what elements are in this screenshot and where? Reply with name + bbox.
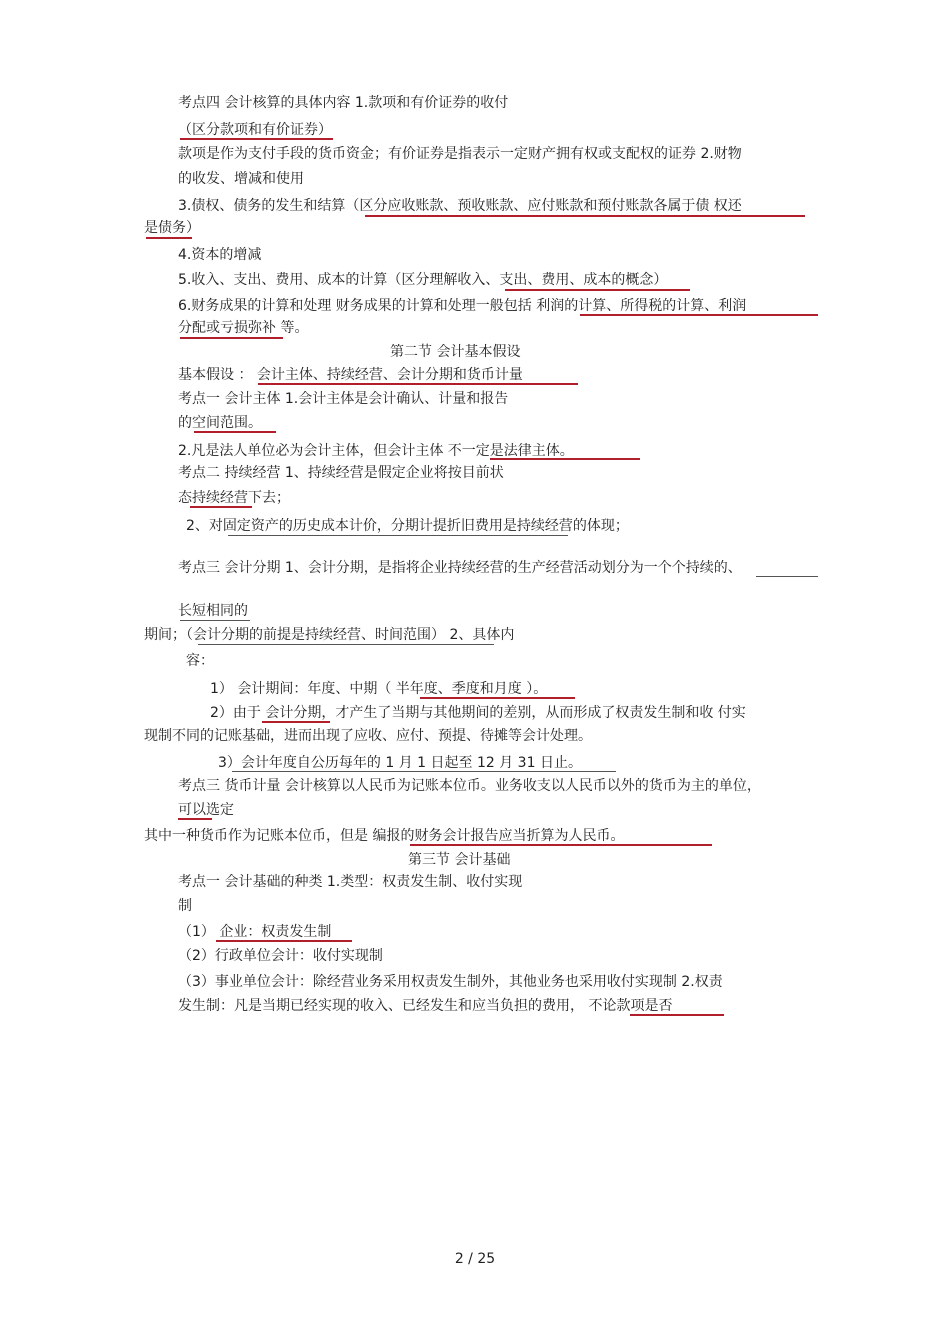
text-line: 考点四 会计核算的具体内容 1.款项和有价证券的收付	[178, 95, 509, 111]
annotation-underline	[262, 721, 330, 723]
text-line: 4.资本的增减	[178, 247, 262, 263]
text-line: 发生制：凡是当期已经实现的收入、已经发生和应当负担的费用， 不论款项是否	[178, 998, 673, 1014]
section-heading: 第三节 会计基础	[408, 852, 511, 868]
text-line: 3）会计年度自公历每年的 1 月 1 日起至 12 月 31 日止。	[218, 755, 582, 771]
text-line: 可以选定	[178, 802, 234, 818]
text-line: 2）由于 会计分期，才产生了当期与其他期间的差别，从而形成了权责发生制和收 付实	[210, 705, 746, 721]
annotation-underline	[505, 289, 690, 291]
annotation-underline	[180, 337, 283, 339]
annotation-underline	[194, 431, 276, 433]
page-number: 2 / 25	[454, 1251, 496, 1267]
annotation-underline	[180, 138, 333, 140]
text-line: 3.债权、债务的发生和结算（区分应收账款、预收账款、应付账款和预付账款各属于债 权还	[178, 198, 742, 214]
text-line: 考点三 会计分期 1、会计分期，是指将企业持续经营的生产经营活动划分为一个个持续的、	[178, 560, 742, 576]
text-line: 2、对固定资产的历史成本计价，分期计提折旧费用是持续经营的体现；	[186, 518, 629, 534]
text-line: 的收发、增减和使用	[178, 171, 304, 187]
annotation-underline	[365, 215, 805, 217]
text-line: （3）事业单位会计：除经营业务采用权责发生制外，其他业务也采用收付实现制 2.权责	[178, 974, 723, 990]
annotation-underline	[146, 237, 192, 239]
text-line: 5.收入、支出、费用、成本的计算（区分理解收入、支出、费用、成本的概念）	[178, 272, 668, 288]
text-line: （2）行政单位会计：收付实现制	[178, 948, 383, 964]
text-line: 其中一种货币作为记账本位币，但是 编报的财务会计报告应当折算为人民币。	[144, 828, 625, 844]
annotation-underline	[630, 1014, 724, 1016]
text-line: 2.凡是法人单位必为会计主体，但会计主体 不一定是法律主体。	[178, 443, 574, 459]
annotation-underline	[756, 576, 818, 577]
text-line: 基本假设 ： 会计主体、持续经营、会计分期和货币计量	[178, 367, 523, 383]
text-line: 容：	[186, 653, 214, 669]
annotation-underline	[420, 697, 575, 699]
text-line: 分配或亏损弥补 等。	[178, 320, 309, 336]
text-line: 考点二 持续经营 1、持续经营是假定企业将按目前状	[178, 465, 504, 481]
annotation-underline	[490, 458, 640, 460]
annotation-underline	[580, 314, 818, 316]
annotation-underline	[410, 844, 712, 846]
text-line: 现制不同的记账基础，进而出现了应收、应付、预提、待摊等会计处理。	[144, 728, 592, 744]
section-heading: 第二节 会计基本假设	[390, 344, 521, 360]
annotation-underline	[198, 644, 494, 645]
annotation-underline	[178, 818, 212, 820]
text-line: 6.财务成果的计算和处理 财务成果的计算和处理一般包括 利润的计算、所得税的计算、利润	[178, 298, 747, 314]
annotation-underline	[190, 506, 252, 508]
annotation-underline	[258, 383, 578, 385]
text-line: 1） 会计期间：年度、中期（ 半年度、季度和月度 ）。	[210, 681, 548, 697]
text-line: 考点三 货币计量 会计核算以人民币为记账本位币。业务收支以人民币以外的货币为主的单位，	[178, 778, 761, 794]
text-line: 的空间范围。	[178, 415, 262, 431]
text-line: 考点一 会计基础的种类 1.类型：权责发生制、收付实现	[178, 874, 523, 890]
text-line: 是债务）	[144, 220, 200, 236]
text-line: 期间；（会计分期的前提是持续经营、时间范围） 2、具体内	[144, 627, 515, 643]
text-line: 款项是作为支付手段的货币资金；有价证券是指表示一定财产拥有权或支配权的证券 2.财物	[178, 146, 742, 162]
text-line: 态持续经营下去；	[178, 490, 290, 506]
text-line: （1） 企业：权责发生制	[178, 924, 332, 940]
text-line: 长短相同的	[178, 603, 248, 619]
annotation-underline	[216, 940, 352, 942]
text-line: 考点一 会计主体 1.会计主体是会计确认、计量和报告	[178, 391, 509, 407]
annotation-underline	[228, 535, 568, 536]
text-line: （区分款项和有价证券）	[178, 122, 332, 138]
annotation-underline	[180, 620, 250, 621]
annotation-underline	[232, 771, 616, 772]
text-line: 制	[178, 898, 192, 914]
